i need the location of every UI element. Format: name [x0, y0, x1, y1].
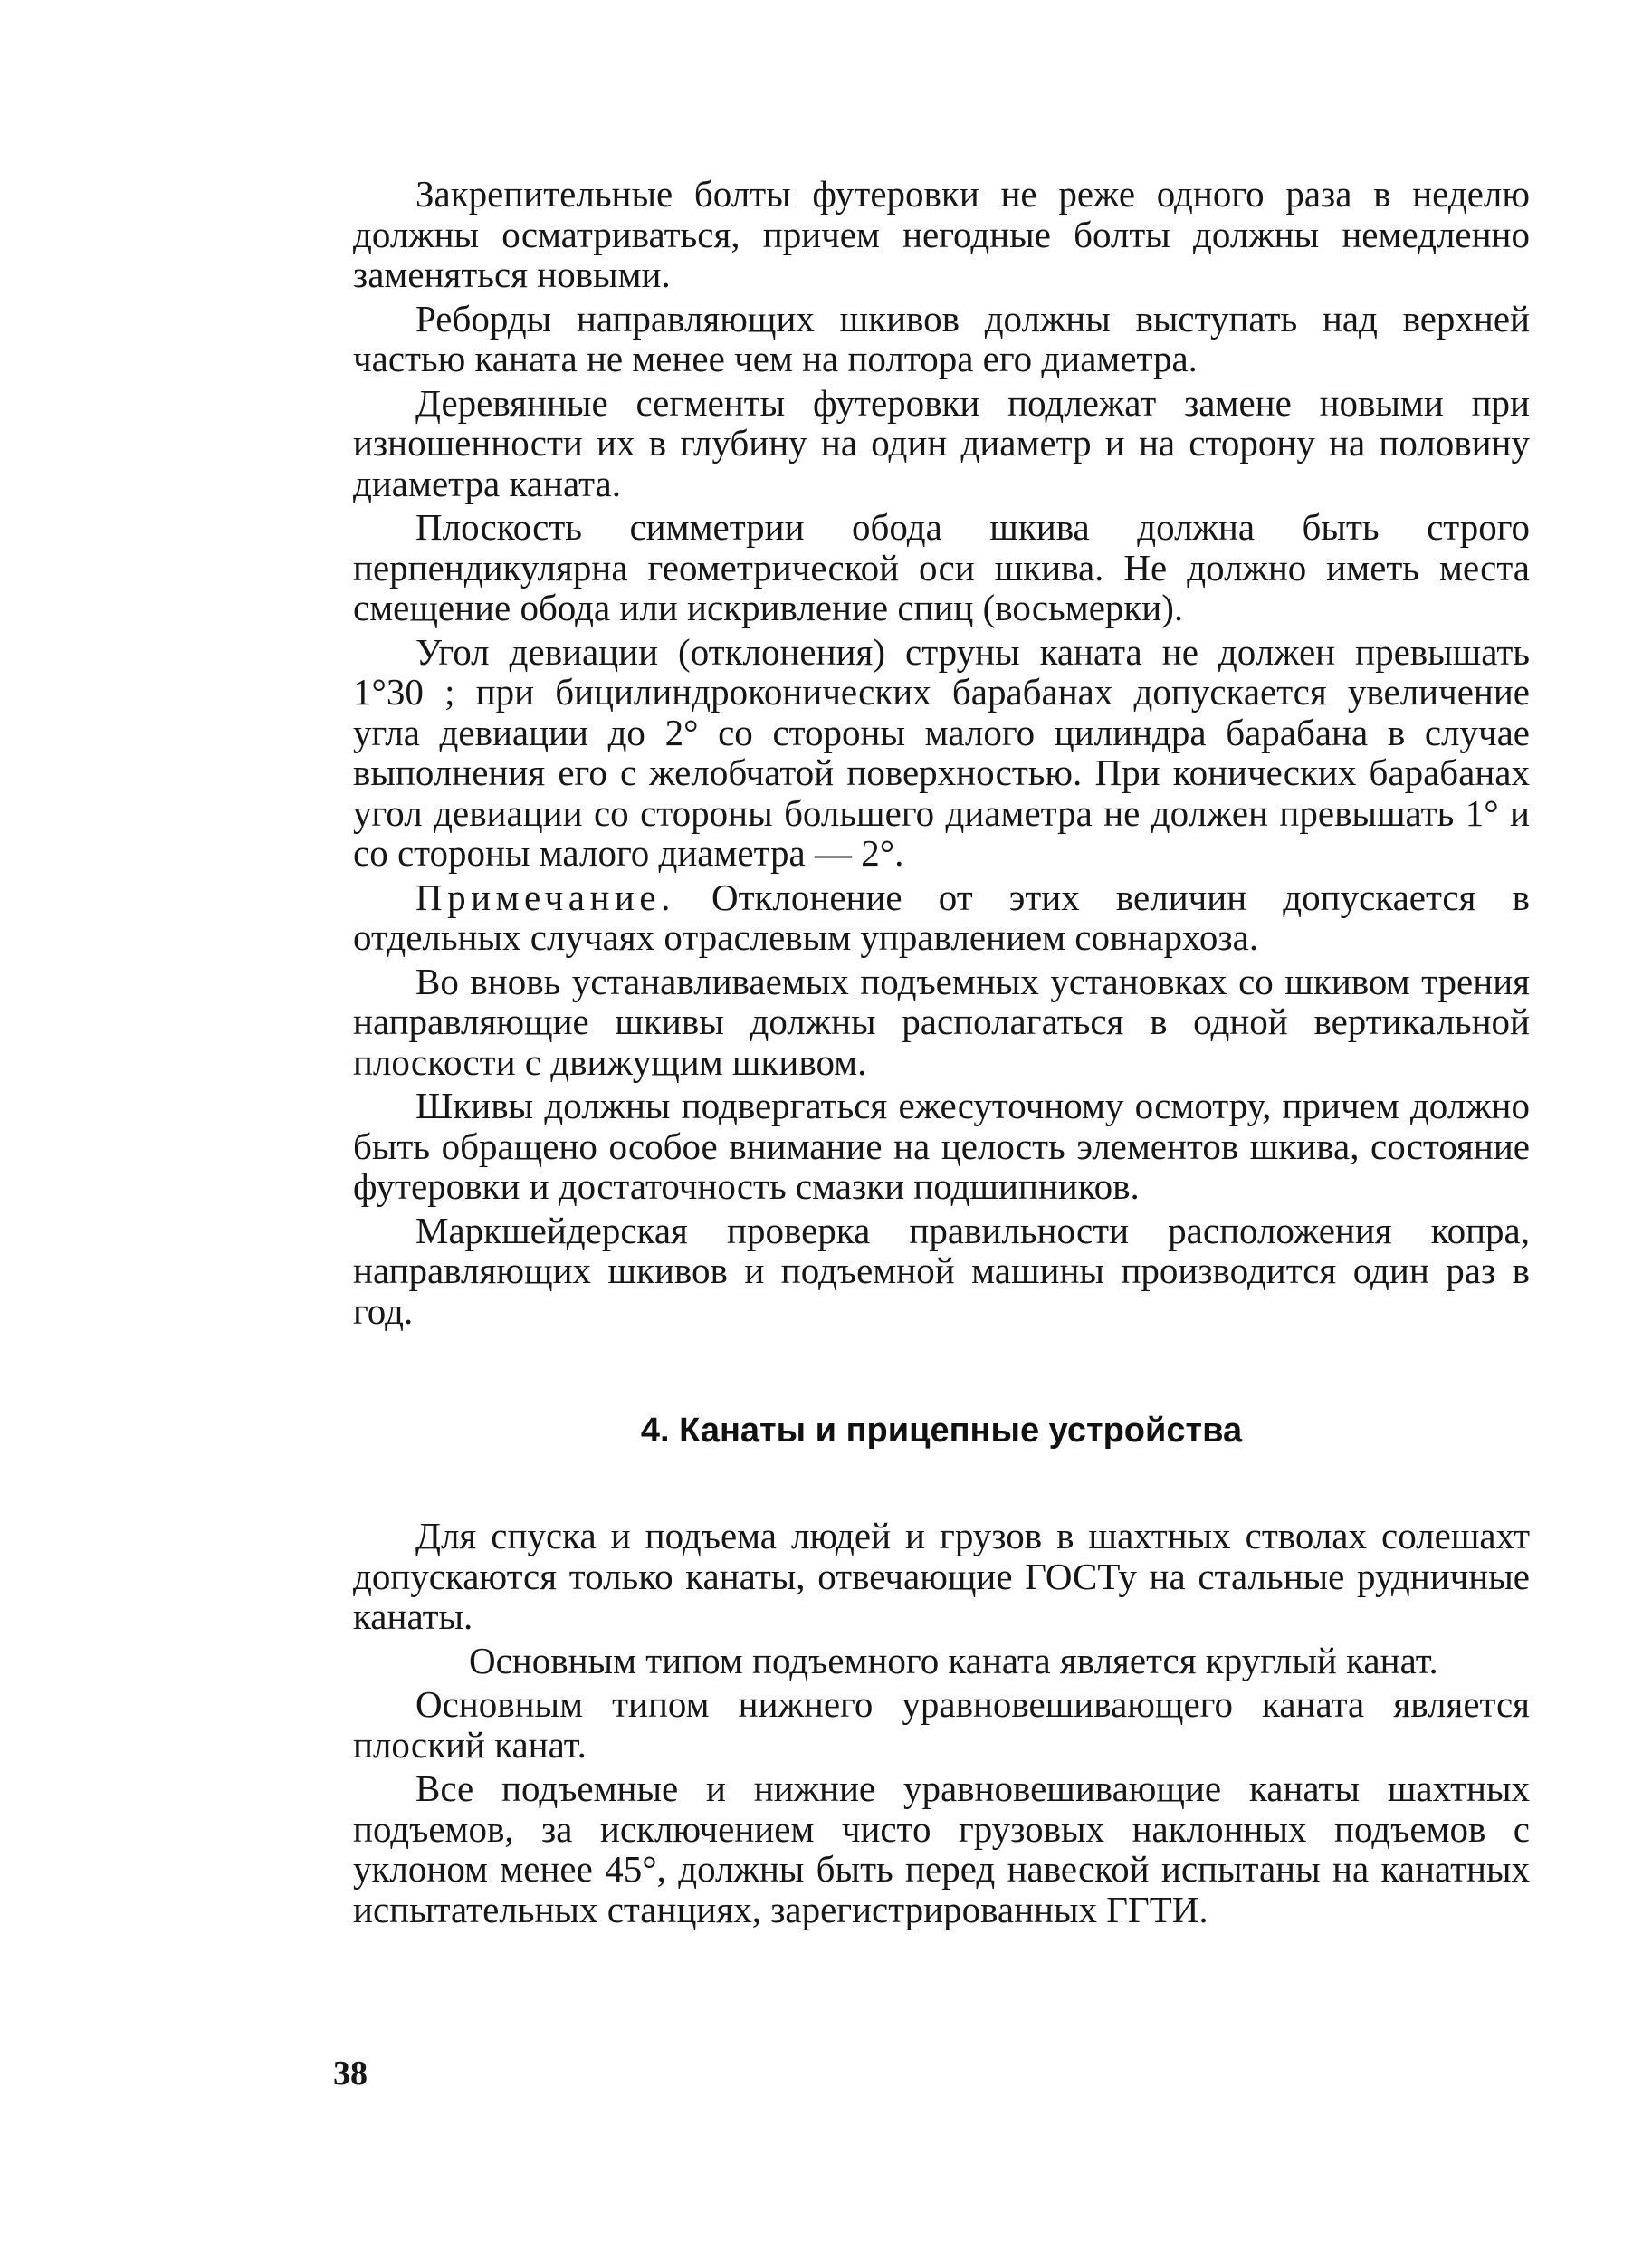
paragraph-ropes-gost: Для спуска и подъема людей и грузов в шахтных стволах солешахт допускаются только канаты, отвечающие ГОСТу на стальные рудничные канаты. — [353, 1515, 1530, 1637]
paragraph-lining-bolts: Закрепительные болты футеровки не реже одного раза в неделю должны осматриваться, причем негодные болты должны немедленно заменяться новыми. — [353, 173, 1530, 295]
paragraph-round-rope: Основным типом подъемного каната является круглый канат. — [469, 1639, 1438, 1681]
paragraph-wooden-segments: Деревянные сегменты футеровки подлежат замене новыми при изношенности их в глубину на один диаметр и на сторону на половину диаметра каната. — [353, 381, 1530, 504]
paragraph-flanges: Реборды направляющих шкивов должны выступать над верхней частью каната не менее чем на полтора его диаметра. — [353, 297, 1530, 379]
page-number: 38 — [333, 2054, 368, 2092]
page-body — [353, 174, 1530, 1930]
section-title: 4. Канаты и прицепные устройства — [640, 1412, 1243, 1450]
note-paragraph — [353, 877, 1530, 958]
paragraph-survey-check: Маркшейдерская проверка правильности расположения копра, направляющих шкивов и подъемной машины производится один раз в год. — [353, 1209, 1530, 1332]
note-label: Примечание. — [415, 876, 675, 918]
paragraph-daily-inspection: Шкивы должны подвергаться ежесуточному осмотру, причем должно быть обращено особое внимание на целость элементов шкива, состояние футеровки и достаточность смазки подшипников. — [353, 1085, 1530, 1207]
paragraph-deviation-angle: Угол девиации (отклонения) струны каната не должен превышать 1°30 ; при бицилиндроконических барабанах допускается увеличение угла девиации до 2° со стороны малого цилиндра барабана в случае выполнения его с желобчатой поверхностью. При конических барабанах угол девиации со стороны большего диаметра не должен превышать 1° и со стороны малого диаметра — 2°. — [353, 630, 1530, 874]
paragraph-friction-sheave: Во вновь устанавливаемых подъемных установках со шкивом трения направляющие шкивы должны располагаться в одной вертикальной плоскости с движущим шкивом. — [353, 960, 1530, 1083]
paragraph-flat-rope: Основным типом нижнего уравновешивающего каната является плоский канат. — [353, 1683, 1530, 1766]
paragraph-rope-testing: Все подъемные и нижние уравновешивающие канаты шахтных подъемов, за исключением чисто грузовых наклонных подъемов с уклоном менее 45°, должны быть перед навеской испытаны на канатных испытательных станциях, зарегистрированных ГГТИ. — [353, 1767, 1530, 1930]
paragraph-rim-symmetry: Плоскость симметрии обода шкива должна быть строго перпендикулярна геометрической оси шкива. Не должно иметь места смещение обода или искривление спиц (восьмерки). — [353, 506, 1530, 628]
note-text: Отклонение от этих величин допускается в отдельных случаях отраслевым управлением совнархоза. — [353, 876, 1530, 958]
